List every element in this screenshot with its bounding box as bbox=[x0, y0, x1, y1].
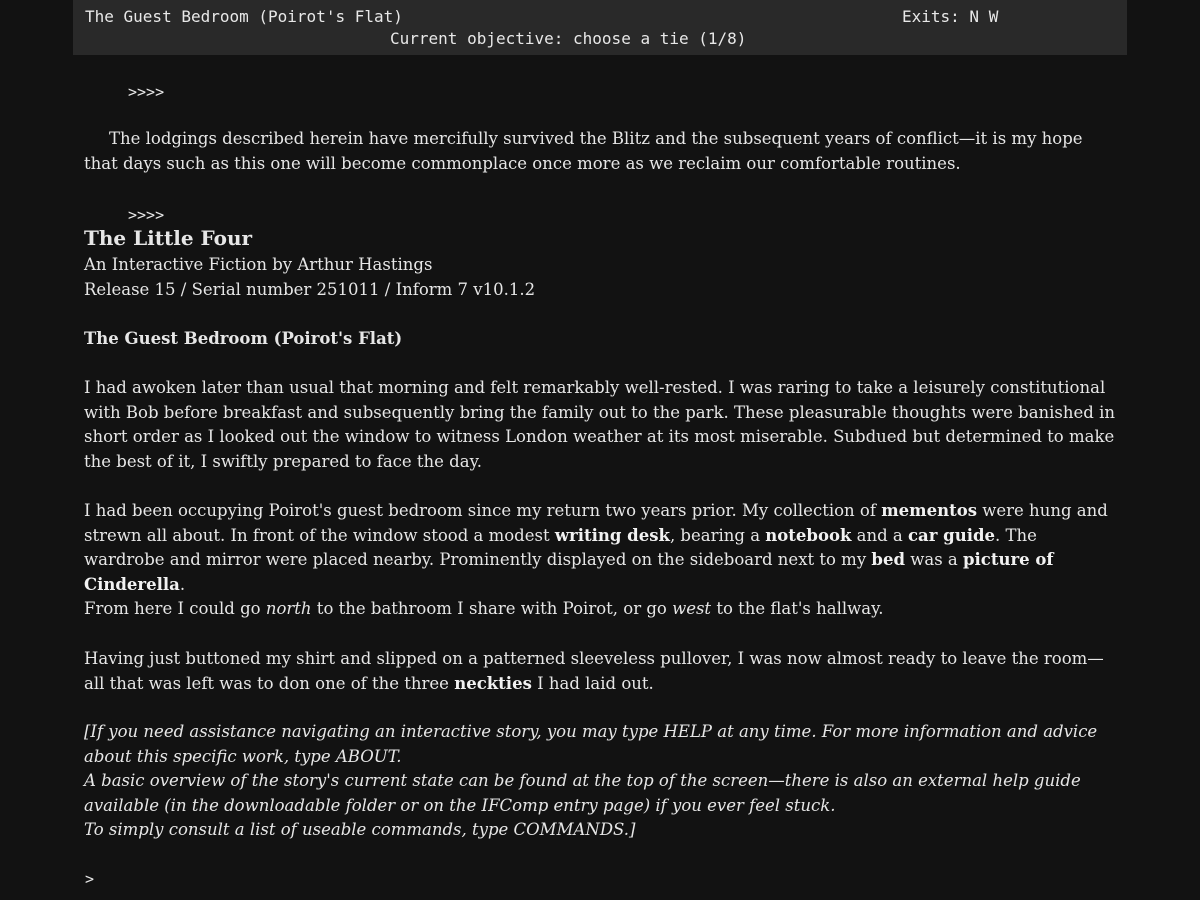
help-hint-line: A basic overview of the story's current state can be found at the top of the screen—there is also an external help guide available (in the downloadable folder or on the IFComp entry page) if you ever feel stuck. bbox=[84, 771, 1081, 815]
object-notebook: notebook bbox=[765, 525, 852, 545]
object-writing-desk: writing desk bbox=[554, 525, 670, 545]
status-objective: Current objective: choose a tie (1/8) bbox=[390, 29, 747, 48]
help-hint-line: To simply consult a list of useable commands, type COMMANDS.] bbox=[84, 820, 636, 839]
text: were hung and strewn all about. In front of the window stood a modest bbox=[84, 501, 1108, 545]
room-objects-paragraph bbox=[84, 499, 1119, 597]
text: . bbox=[179, 574, 186, 594]
help-hint-line: [If you need assistance navigating an interactive story, you may type HELP at any time. For more information and advice about this specific work, type ABOUT. bbox=[84, 722, 1098, 766]
game-byline: An Interactive Fiction by Arthur Hastings bbox=[84, 255, 433, 274]
section-marker: >>>> bbox=[128, 83, 165, 101]
object-bed: bed bbox=[871, 550, 905, 569]
text: I had laid out. bbox=[531, 673, 654, 693]
section-marker: >>>> bbox=[128, 206, 165, 224]
text: and a bbox=[851, 525, 908, 545]
exits-paragraph bbox=[84, 597, 1119, 622]
text: Having just buttoned my shirt and slipped on a patterned sleeveless pullover, I was now almost ready to leave the room—all that was left was to don one of the three bbox=[84, 649, 1104, 693]
object-neckties: neckties bbox=[454, 673, 532, 693]
object-car-guide: car guide bbox=[908, 525, 996, 545]
status-exits: Exits: N W bbox=[902, 7, 999, 26]
status-bar bbox=[73, 0, 1127, 55]
help-hint bbox=[84, 720, 1119, 843]
release-info: Release 15 / Serial number 251011 / Inform 7 v10.1.2 bbox=[84, 280, 536, 299]
command-input[interactable] bbox=[102, 868, 1106, 894]
room-heading: The Guest Bedroom (Poirot's Flat) bbox=[84, 329, 403, 348]
direction-west: west bbox=[672, 599, 712, 618]
text: , bearing a bbox=[669, 525, 766, 545]
text: I had been occupying Poirot's guest bedroom since my return two years prior. My collection of bbox=[84, 501, 882, 520]
object-mementos: mementos bbox=[881, 501, 978, 520]
text: to the flat's hallway. bbox=[711, 599, 884, 618]
text: . The wardrobe and mirror were placed nearby. Prominently displayed on the sideboard next to my bbox=[84, 525, 1037, 569]
text: From here I could go bbox=[84, 599, 266, 618]
text: was a bbox=[904, 550, 963, 569]
preface-paragraph: The lodgings described herein have mercifully survived the Blitz and the subsequent years of conflict—it is my hope that days such as this one will become commonplace once more as we reclaim our comfortable routines. bbox=[84, 129, 1083, 173]
room-description-paragraph: I had awoken later than usual that morning and felt remarkably well-rested. I was raring to take a leisurely constitutional with Bob before breakfast and subsequently bring the family out to the park. These pleasurable thoughts were banished in short order as I looked out the window to witness London weather at its most miserable. Subdued but determined to make the best of it, I swiftly prepared to face the day. bbox=[84, 378, 1116, 471]
command-prompt: > bbox=[85, 870, 95, 888]
status-location: The Guest Bedroom (Poirot's Flat) bbox=[85, 7, 403, 26]
game-title: The Little Four bbox=[84, 226, 253, 250]
object-picture-of-cinderella: picture of Cinderella bbox=[84, 550, 1054, 594]
direction-north: north bbox=[265, 599, 312, 618]
text: to the bathroom I share with Poirot, or go bbox=[311, 599, 673, 618]
neckties-paragraph bbox=[84, 647, 1119, 696]
